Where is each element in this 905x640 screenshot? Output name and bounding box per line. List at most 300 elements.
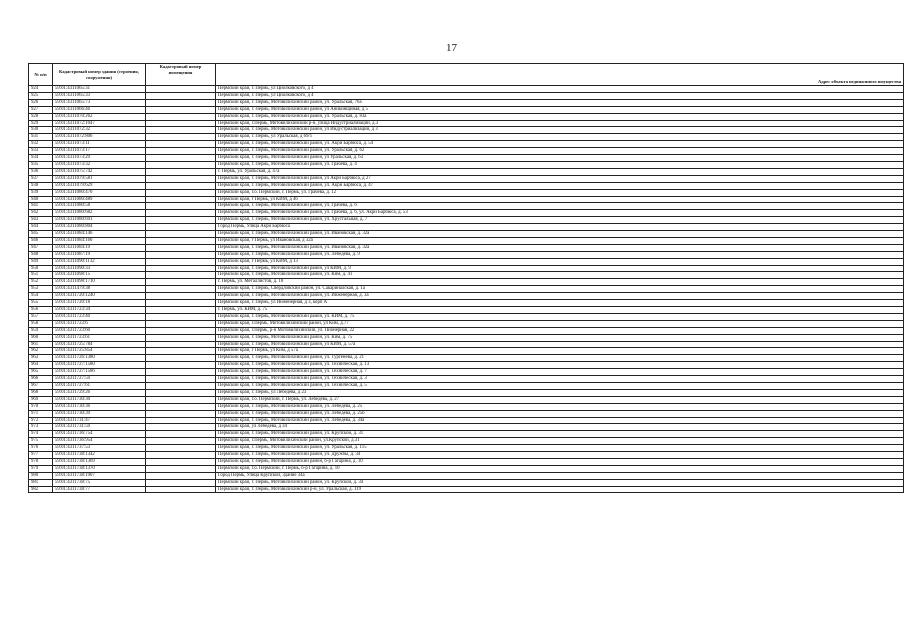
row-number: 955 <box>29 300 53 307</box>
table-row <box>29 445 904 452</box>
table-row <box>29 382 904 389</box>
address-cell: Пермский край, г. Пермь, Мотовилихинский р-н, ул. Уральская, д. 119 <box>216 486 904 493</box>
table-row <box>29 210 904 217</box>
address-cell: Пермский край, г. Пермь, Мотовилихинский район, ул. Ивановская, д. 32а <box>216 231 904 238</box>
cadastral-building-cell: 59:01:4311723:61 <box>53 334 146 341</box>
address-cell: Пермский край, г. Пермь, Мотовилихинский район, ул. Ивановская, д. 32а <box>216 244 904 251</box>
cadastral-building-cell: 59:01:4311725:854 <box>53 348 146 355</box>
address-cell: Пермский край, г. Пермь, Мотовилихинский район, ул. Акри Барбюса, д. 54 <box>216 141 904 148</box>
row-number: 938 <box>29 182 53 189</box>
cadastral-building-cell: 59:01:4311090:1132 <box>53 258 146 265</box>
address-cell: Пермский край, г. Пермь, Мотовилихинский район, ул. Грачева, д. 4 <box>216 161 904 168</box>
row-number: 924 <box>29 86 53 93</box>
address-cell: Пермский край, г. Пермь, ул Инженерная, д 3, корп А <box>216 300 904 307</box>
cadastral-room-cell <box>146 231 216 238</box>
header-cadastral-building: Кадастровый номер здания (строения, сооружения) <box>53 64 146 86</box>
row-number: 976 <box>29 445 53 452</box>
table-row <box>29 244 904 251</box>
table-row <box>29 203 904 210</box>
row-number: 930 <box>29 127 53 134</box>
row-number: 935 <box>29 161 53 168</box>
address-cell: Пермский край, г. Пермь, Мотовилихинский район, ул. Уральская, д. 83а <box>216 113 904 120</box>
row-number: 975 <box>29 438 53 445</box>
cadastral-room-cell <box>146 341 216 348</box>
cadastral-room-cell <box>146 279 216 286</box>
cadastral-room-cell <box>146 272 216 279</box>
row-number: 957 <box>29 313 53 320</box>
cadastral-room-cell <box>146 120 216 127</box>
cadastral-room-cell <box>146 265 216 272</box>
page-number: 17 <box>446 42 457 54</box>
table-row <box>29 417 904 424</box>
address-cell: Пермский край, г. Пермь, Мотовилихинский район, ул КИМ, д. 9 <box>216 265 904 272</box>
table-row <box>29 403 904 410</box>
cadastral-building-cell: 59:01:4311720:18 <box>53 300 146 307</box>
cadastral-building-cell: 59:01:4311738:77 <box>53 486 146 493</box>
address-cell: Пермский край, г. Пермь, Мотовилихинский район, ул. Крупской, д. 34 <box>216 479 904 486</box>
cadastral-building-cell: 59:01:4311080:470 <box>53 189 146 196</box>
cadastral-building-cell: 59:01:4311075:742 <box>53 168 146 175</box>
cadastral-building-cell: 59:01:4311731:47 <box>53 417 146 424</box>
row-number: 936 <box>29 168 53 175</box>
cadastral-room-cell <box>146 417 216 424</box>
cadastral-building-cell: 59:01:4311079:581 <box>53 175 146 182</box>
address-cell: Пермский край, г. Пермь, Мотовилихинский район, ул. Инженерная, д. 3а <box>216 293 904 300</box>
cadastral-building-cell: 59:01:4311738:1370 <box>53 465 146 472</box>
cadastral-building-cell: 59:01:4311072:806 <box>53 134 146 141</box>
table-row <box>29 472 904 479</box>
row-number: 954 <box>29 293 53 300</box>
table-row <box>29 348 904 355</box>
cadastral-building-cell: 59:01:4311731:59 <box>53 424 146 431</box>
cadastral-room-cell <box>146 217 216 224</box>
table-row <box>29 355 904 362</box>
cadastral-room-cell <box>146 424 216 431</box>
cadastral-room-cell <box>146 113 216 120</box>
cadastral-building-cell: 59:01:4311727:1580 <box>53 362 146 369</box>
row-number: 940 <box>29 196 53 203</box>
cadastral-room-cell <box>146 369 216 376</box>
row-number: 971 <box>29 410 53 417</box>
table-row <box>29 438 904 445</box>
cadastral-room-cell <box>146 286 216 293</box>
cadastral-room-cell <box>146 313 216 320</box>
row-number: 967 <box>29 382 53 389</box>
address-cell: Пермский край, г. Пермь, Мотовилихинский район, ул Акри Барбюса, д 27 <box>216 175 904 182</box>
cadastral-room-cell <box>146 196 216 203</box>
table-row <box>29 258 904 265</box>
address-cell: Пермский край, г. Пермь, Мотовилихинский район, ул. КИМ, д. 75 <box>216 313 904 320</box>
table-row <box>29 237 904 244</box>
row-number: 949 <box>29 258 53 265</box>
address-cell: Пермский край, г. Пермь, ул Циолковского, д 4 <box>216 92 904 99</box>
cadastral-room-cell <box>146 155 216 162</box>
table-row <box>29 148 904 155</box>
row-number: 951 <box>29 272 53 279</box>
cadastral-room-cell <box>146 362 216 369</box>
cadastral-room-cell <box>146 251 216 258</box>
row-number: 944 <box>29 224 53 231</box>
table-row <box>29 127 904 134</box>
cadastral-building-cell: 59:01:4311727:59 <box>53 376 146 383</box>
cadastral-building-cell: 59:01:4311730:36 <box>53 403 146 410</box>
table-row <box>29 389 904 396</box>
row-number: 982 <box>29 486 53 493</box>
address-cell: Пермский край, г. Пермь, Мотовилихинский район, ул. Лебедева, д. 34а <box>216 417 904 424</box>
address-cell: Пермский край, г. Пермь, Мотовилихинский район, ул. Лебедева, д. 9 <box>216 251 904 258</box>
row-number: 928 <box>29 113 53 120</box>
cadastral-building-cell: 59:01:4311079:629 <box>53 182 146 189</box>
cadastral-room-cell <box>146 258 216 265</box>
row-number: 964 <box>29 362 53 369</box>
address-cell: Пермский край, г. Пермь, ул Уральская, д 69/1 <box>216 134 904 141</box>
cadastral-room-cell <box>146 134 216 141</box>
address-cell: Пермский край, г. Пермь, Мотовилихинский район, ул. Уральская, д. 115 <box>216 445 904 452</box>
cadastral-room-cell <box>146 86 216 93</box>
table-row <box>29 424 904 431</box>
cadastral-building-cell: 59:01:4311723:34 <box>53 307 146 314</box>
cadastral-room-cell <box>146 389 216 396</box>
row-number: 927 <box>29 106 53 113</box>
table-row <box>29 479 904 486</box>
cadastral-building-cell: 59:01:4311084:160 <box>53 237 146 244</box>
table-row <box>29 334 904 341</box>
cadastral-building-cell: 59:01:4311080:682 <box>53 210 146 217</box>
table-row <box>29 486 904 493</box>
cadastral-building-cell: 59:01:4311073:11 <box>53 141 146 148</box>
cadastral-building-cell: 59:01:4311723:60 <box>53 327 146 334</box>
cadastral-building-cell: 59:01:4311738:1907 <box>53 472 146 479</box>
row-number: 937 <box>29 175 53 182</box>
cadastral-room-cell <box>146 168 216 175</box>
cadastral-building-cell: 59:01:4311479:38 <box>53 286 146 293</box>
cadastral-room-cell <box>146 334 216 341</box>
address-cell: Пермский край, г.о. Пермский, г. Пермь, ул. Лебедева, д. 27 <box>216 396 904 403</box>
address-cell: Пермский край, г. Пермь, Мотовилихинский район, ул Аникинщиная, д 5 <box>216 106 904 113</box>
cadastral-building-cell: 59:01:4311738:1369 <box>53 458 146 465</box>
address-cell: Пермский край, г Пермь, ул Ким, д 57а <box>216 348 904 355</box>
row-number: 962 <box>29 348 53 355</box>
table-row <box>29 279 904 286</box>
cadastral-room-cell <box>146 396 216 403</box>
cadastral-room-cell <box>146 438 216 445</box>
cadastral-room-cell <box>146 458 216 465</box>
row-number: 970 <box>29 403 53 410</box>
row-number: 965 <box>29 369 53 376</box>
table-row <box>29 113 904 120</box>
row-number: 952 <box>29 279 53 286</box>
row-number: 974 <box>29 431 53 438</box>
cadastral-room-cell <box>146 452 216 459</box>
address-cell: Пермский край, г. Пермь, ул Лебедева, д 23 <box>216 389 904 396</box>
address-cell: Пермский край, г.Пермь, Мотовилихинский р-н, улица Индустриализации, д.3 <box>216 120 904 127</box>
cadastral-building-cell: 59:01:4311065:31 <box>53 86 146 93</box>
cadastral-room-cell <box>146 106 216 113</box>
cadastral-room-cell <box>146 479 216 486</box>
cadastral-room-cell <box>146 403 216 410</box>
row-number: 973 <box>29 424 53 431</box>
cadastral-room-cell <box>146 189 216 196</box>
address-cell: Пермский край, г. Пермь, Мотовилихинский район, ул Уральская, д. 63 <box>216 155 904 162</box>
address-cell: Пермский край, г Пермь, ул КИМ, д 46 <box>216 196 904 203</box>
cadastral-room-cell <box>146 224 216 231</box>
table-row <box>29 86 904 93</box>
table-row <box>29 134 904 141</box>
row-number: 978 <box>29 458 53 465</box>
row-number: 979 <box>29 465 53 472</box>
row-number: 931 <box>29 134 53 141</box>
table-row <box>29 313 904 320</box>
cadastral-building-cell: 59:01:4311065:73 <box>53 99 146 106</box>
table-row <box>29 99 904 106</box>
table-row <box>29 196 904 203</box>
row-number: 958 <box>29 320 53 327</box>
row-number: 961 <box>29 341 53 348</box>
table-row <box>29 161 904 168</box>
address-cell: Пермский край, г Пермь, ул Ивановская, д 32а <box>216 237 904 244</box>
cadastral-room-cell <box>146 148 216 155</box>
address-cell: Пермский край, г. Пермь, Мотовилихинский район, ул. Акри Барбюса, д. 47 <box>216 182 904 189</box>
table-row <box>29 431 904 438</box>
table-row <box>29 231 904 238</box>
table-row <box>29 307 904 314</box>
cadastral-room-cell <box>146 348 216 355</box>
cadastral-building-cell: 59:01:4311080:58 <box>53 203 146 210</box>
table-row <box>29 293 904 300</box>
row-number: 926 <box>29 99 53 106</box>
cadastral-building-cell: 59:01:4311073:17 <box>53 148 146 155</box>
cadastral-building-cell: 59:01:4311098:15 <box>53 272 146 279</box>
cadastral-building-cell: 59:01:4311720:1240 <box>53 293 146 300</box>
cadastral-building-cell: 59:01:4311725:784 <box>53 341 146 348</box>
address-cell: Пермский край, г. Пермь, Мотовилихинский район, ул. Уральская, 76а <box>216 99 904 106</box>
table-row <box>29 189 904 196</box>
address-cell: Город Пермь, Улица Акри Барбюса <box>216 224 904 231</box>
address-cell: Пермский край, г. Пермь, Мотовилихинский район, б-р Гагарина, д. 10 <box>216 458 904 465</box>
cadastral-building-cell: 59:01:4311738:75 <box>53 479 146 486</box>
row-number: 977 <box>29 452 53 459</box>
cadastral-room-cell <box>146 320 216 327</box>
cadastral-building-cell: 59:01:4311087:19 <box>53 251 146 258</box>
cadastral-building-cell: 59:01:4311727:1586 <box>53 369 146 376</box>
row-number: 959 <box>29 327 53 334</box>
address-cell: Пермский край, г. Пермь, Мотовилихинский район, ул. Тургенева, д. 21 <box>216 355 904 362</box>
table-row <box>29 362 904 369</box>
cadastral-building-cell: 59:01:4311727:61 <box>53 382 146 389</box>
table-body <box>29 86 904 493</box>
table-row <box>29 286 904 293</box>
cadastral-building-cell: 59:01:4311070:262 <box>53 113 146 120</box>
address-cell: Пермский край, г. Пермь, Мотовилихинский район, ул. Техническая, д. 3 <box>216 376 904 383</box>
cadastral-building-cell: 59:01:4311073:32 <box>53 161 146 168</box>
address-cell: Пермский край, г.Пермь, р-н Мотовилихинский, ул. Пионерная, 22 <box>216 327 904 334</box>
row-number: 929 <box>29 120 53 127</box>
cadastral-building-cell: 59:01:4311737:53 <box>53 445 146 452</box>
table-row <box>29 141 904 148</box>
row-number: 925 <box>29 92 53 99</box>
address-cell: Пермский край, г. Пермь, Мотовилихинский район, ул. Техническая, д. 7 <box>216 369 904 376</box>
cadastral-building-cell: 59:01:4311072:32 <box>53 127 146 134</box>
table-row <box>29 175 904 182</box>
row-number: 941 <box>29 203 53 210</box>
row-number: 966 <box>29 376 53 383</box>
row-number: 933 <box>29 148 53 155</box>
cadastral-room-cell <box>146 431 216 438</box>
cadastral-building-cell: 59:01:4311090:33 <box>53 265 146 272</box>
address-cell: г. Пермь, ул. Уральская, д. 47а <box>216 168 904 175</box>
row-number: 945 <box>29 231 53 238</box>
cadastral-room-cell <box>146 445 216 452</box>
cadastral-room-cell <box>146 300 216 307</box>
address-cell: Пермский край, г. Пермь, Мотовилихинский район, ул. Техническая, д. 5 <box>216 382 904 389</box>
cadastral-building-cell: 59:01:4311730:30 <box>53 396 146 403</box>
table-row <box>29 168 904 175</box>
cadastral-building-cell: 59:01:4311084:19 <box>53 244 146 251</box>
cadastral-room-cell <box>146 355 216 362</box>
table-row <box>29 376 904 383</box>
cadastral-room-cell <box>146 127 216 134</box>
cadastral-building-cell: 59:01:4311738:1342 <box>53 452 146 459</box>
table-row <box>29 272 904 279</box>
table-row <box>29 217 904 224</box>
table-row <box>29 265 904 272</box>
header-address: Адрес объекта недвижимого имущества <box>216 64 904 86</box>
address-cell: г. Пермь, ул. Металлистов, д. 18 <box>216 279 904 286</box>
row-number: 934 <box>29 155 53 162</box>
address-cell: Город Пермь, Улица Крупской, Здание 34а <box>216 472 904 479</box>
cadastral-room-cell <box>146 465 216 472</box>
address-cell: Пермский край, г. Пермь, Мотовилихинский район, ул. Уральская, д. 62 <box>216 148 904 155</box>
address-cell: Пермский край, ул Лебедева, д 34 <box>216 424 904 431</box>
cadastral-building-cell: 59:01:4311726:1380 <box>53 355 146 362</box>
row-number: 953 <box>29 286 53 293</box>
cadastral-room-cell <box>146 182 216 189</box>
cadastral-building-cell: 59:01:4311080:489 <box>53 196 146 203</box>
table-row <box>29 341 904 348</box>
row-number: 960 <box>29 334 53 341</box>
cadastral-room-cell <box>146 486 216 493</box>
row-number: 969 <box>29 396 53 403</box>
cadastral-room-cell <box>146 210 216 217</box>
table-row <box>29 92 904 99</box>
address-cell: Пермский край, г.о. Пермский, г. Пермь, б-р Гагарина, д. 10 <box>216 465 904 472</box>
cadastral-building-cell: 59:01:4311066:46 <box>53 106 146 113</box>
table-row <box>29 300 904 307</box>
cadastral-building-cell: 59:01:4311084:146 <box>53 231 146 238</box>
row-number: 968 <box>29 389 53 396</box>
header-num: № п/п <box>29 64 53 86</box>
address-cell: Пермский край, г. Пермь, Мотовилихинский район, ул. Ким, д. 41 <box>216 272 904 279</box>
table-row <box>29 155 904 162</box>
address-cell: Пермский край, г. Пермь, Мотовилихинский район, ул. Лебедева, д. 25б <box>216 410 904 417</box>
row-number: 963 <box>29 355 53 362</box>
cadastral-room-cell <box>146 327 216 334</box>
cadastral-room-cell <box>146 472 216 479</box>
row-number: 932 <box>29 141 53 148</box>
table-row <box>29 224 904 231</box>
row-number: 948 <box>29 251 53 258</box>
table-row <box>29 106 904 113</box>
cadastral-room-cell <box>146 203 216 210</box>
table-row <box>29 369 904 376</box>
address-cell: г. Пермь, ул. КИМ, д. 75 <box>216 307 904 314</box>
address-cell: Пермский край, г. Пермь, Мотовилихинский район, ул. Хрустальная, д. 7 <box>216 217 904 224</box>
table-row <box>29 410 904 417</box>
row-number: 946 <box>29 237 53 244</box>
table-row <box>29 458 904 465</box>
cadastral-room-cell <box>146 410 216 417</box>
cadastral-building-cell: 59:01:4311736:754 <box>53 431 146 438</box>
table-row <box>29 465 904 472</box>
row-number: 981 <box>29 479 53 486</box>
cadastral-room-cell <box>146 293 216 300</box>
address-cell: Пермский край, г. Пермь, Мотовилихинский район, ул. Дружбы, д. 34 <box>216 452 904 459</box>
cadastral-building-cell: 59:01:4311730:39 <box>53 410 146 417</box>
row-number: 950 <box>29 265 53 272</box>
cadastral-building-cell: 59:01:4311065:33 <box>53 92 146 99</box>
address-cell: Пермский край, г. Пермь, Свердловский район, ул. Сакариналская, д. 1а <box>216 286 904 293</box>
address-cell: Пермский край, г. Пермь, ул Циолковского, д 4 <box>216 86 904 93</box>
cadastral-room-cell <box>146 382 216 389</box>
cadastral-room-cell <box>146 307 216 314</box>
cadastral-building-cell: 59:01:4311723:6 <box>53 320 146 327</box>
table-row <box>29 327 904 334</box>
cadastral-room-cell <box>146 92 216 99</box>
address-cell: Пермский край, г.Пермь, Мотовилихинский район, ул.Крупской, д.31 <box>216 438 904 445</box>
cadastral-building-cell: 59:01:4311729:26 <box>53 389 146 396</box>
table-row <box>29 182 904 189</box>
address-cell: Пермский край, г Пермь, ул КИМ, д 13 <box>216 258 904 265</box>
cadastral-room-cell <box>146 161 216 168</box>
row-number: 943 <box>29 217 53 224</box>
row-number: 942 <box>29 210 53 217</box>
address-cell: Пермский край, г. Пермь, Мотовилихинский район, ул. Техническая, д. 13 <box>216 362 904 369</box>
cadastral-room-cell <box>146 141 216 148</box>
cadastral-building-cell: 59:01:4311072:1047 <box>53 120 146 127</box>
table-row <box>29 251 904 258</box>
address-cell: Пермский край, г. Пермь, Мотовилихинский район, ул. Лебедева, д. 25 <box>216 403 904 410</box>
cadastral-room-cell <box>146 244 216 251</box>
address-cell: Пермский край, г.о. Пермский, г. Пермь, ул. Грачева, д. 12 <box>216 189 904 196</box>
table-row <box>29 396 904 403</box>
address-cell: Пермский край, г. Пермь, Мотовилихинский район, ул КИМ, д. 57а <box>216 341 904 348</box>
cadastral-room-cell <box>146 99 216 106</box>
row-number: 956 <box>29 307 53 314</box>
property-registry-table <box>28 63 904 493</box>
cadastral-building-cell: 59:01:4311723:40 <box>53 313 146 320</box>
cadastral-building-cell: 59:01:4311736:954 <box>53 438 146 445</box>
table-header-row <box>29 64 904 86</box>
cadastral-room-cell <box>146 175 216 182</box>
cadastral-building-cell: 59:01:4311080:804 <box>53 224 146 231</box>
row-number: 939 <box>29 189 53 196</box>
table-row <box>29 120 904 127</box>
cadastral-building-cell: 59:01:4311098:1710 <box>53 279 146 286</box>
row-number: 972 <box>29 417 53 424</box>
address-cell: Пермский край, г. Пермь, Мотовилихинский район, ул. Крупской, д. 31 <box>216 431 904 438</box>
row-number: 947 <box>29 244 53 251</box>
row-number: 980 <box>29 472 53 479</box>
cadastral-building-cell: 59:01:4311073:29 <box>53 155 146 162</box>
table-row <box>29 452 904 459</box>
address-cell: Пермский край, г.Пермь, Мотовилихинский район, ул Ким, д.77 <box>216 320 904 327</box>
cadastral-room-cell <box>146 376 216 383</box>
address-cell: Пермский край, г. Пермь, Мотовилихинский район, ул. Грачева, д. 6 <box>216 203 904 210</box>
address-cell: Пермский край, г. Пермь, Мотовилихинский район, ул. Грачева, д. 6, ул. Акри Барбюса, д. 53 <box>216 210 904 217</box>
table-row <box>29 320 904 327</box>
cadastral-room-cell <box>146 237 216 244</box>
header-cadastral-room: Кадастровый номер помещения <box>146 64 216 86</box>
